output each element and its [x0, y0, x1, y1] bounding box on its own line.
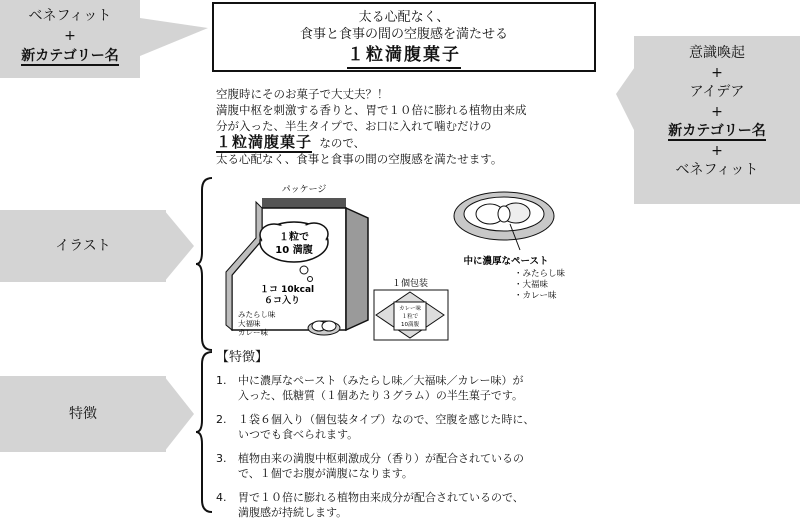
- single-pack-label: １個包装: [391, 279, 429, 289]
- title-box: [212, 2, 596, 72]
- single-pack-line1: カレー味: [398, 306, 422, 312]
- single-pack-line2: １粒で: [401, 314, 419, 320]
- callout-right-summary: [634, 36, 800, 204]
- intro-product: １粒満腹菓子: [216, 133, 313, 151]
- feature-num: 4.: [216, 491, 227, 504]
- intro-question: 空腹時にそのお菓子で大丈夫？！: [216, 87, 389, 101]
- feature-num: 2.: [216, 413, 227, 426]
- callout-features-text: 特徴: [69, 406, 97, 422]
- features-section: [216, 350, 616, 520]
- callout-category: 新カテゴリー名: [668, 123, 766, 139]
- feature-line: １袋６個入り（個包装タイプ）なので、空腹を感じた時に、: [238, 413, 535, 426]
- callout-plus: +: [64, 28, 76, 44]
- feature-line: で、１個でお腹が満腹になります。: [238, 467, 413, 480]
- intro-text: [216, 86, 616, 167]
- paste-flavor-1: ・みたらし味: [514, 269, 566, 279]
- feature-num: 3.: [216, 452, 227, 465]
- feature-line: 中に濃厚なペースト（みたらし味／大福味／カレー味）が: [238, 374, 524, 387]
- feature-item: [216, 373, 616, 403]
- callout-pointer-features: [164, 376, 196, 452]
- callout-features: [0, 376, 166, 452]
- feature-line: いつでも食べられます。: [238, 428, 359, 441]
- intro-after-product: なので、: [319, 136, 366, 150]
- title-line2: 食事と食事の間の空腹感を満たせる: [299, 27, 508, 42]
- features-title: 【特徴】: [216, 350, 269, 365]
- callout-awareness: 意識喚起: [689, 45, 745, 61]
- callout-plus: +: [711, 64, 723, 81]
- callout-idea: アイデア: [689, 84, 745, 100]
- callout-benefit-text: ベネフィット: [28, 8, 112, 24]
- callout-category-text: 新カテゴリー名: [21, 48, 119, 64]
- paste-flavor-3: ・カレー味: [514, 291, 557, 301]
- package-candy-icon: [308, 321, 340, 335]
- callout-illustration: [0, 210, 166, 282]
- callout-benefit-category: [0, 0, 140, 78]
- feature-line: 満腹感が持続します。: [238, 506, 348, 519]
- callout-plus: +: [711, 103, 723, 120]
- intro-body2: 分が入った、半生タイプで、お口に入れて噛むだけの: [216, 119, 492, 133]
- package-label: パッケージ: [281, 185, 327, 195]
- callout-benefit: ベネフィット: [675, 162, 759, 178]
- callout-illustration-text: イラスト: [55, 238, 111, 254]
- product-illustration: [216, 180, 606, 348]
- intro-body3: 太る心配なく、食事と食事の間の空腹感を満たせます。: [216, 152, 503, 166]
- cloud-line2: 10 満腹: [275, 245, 313, 256]
- brace-features: [194, 350, 216, 514]
- callout-pointer-illust: [164, 210, 196, 282]
- package-flavor-2: 大福味: [238, 319, 261, 328]
- feature-item: [216, 451, 616, 481]
- package-count: ６コ入り: [264, 296, 301, 306]
- package-flavor-3: カレー味: [238, 328, 268, 337]
- package-kcal: １コ 10kcal: [260, 285, 315, 295]
- paste-title: 中に濃厚なペースト: [463, 256, 549, 267]
- callout-pointer-top: [138, 8, 210, 68]
- plate-icon: [454, 192, 554, 250]
- intro-body1: 満腹中枢を刺激する香りと、胃で１０倍に膨れる植物由来成: [216, 103, 527, 117]
- title-line1: 太る心配なく、: [358, 10, 450, 25]
- brace-illustration: [194, 176, 216, 352]
- callout-plus: +: [711, 142, 723, 159]
- feature-line: 植物由来の満腹中枢刺激成分（香り）が配合されているの: [238, 452, 524, 465]
- feature-line: 入った、低糖質（１個あたり３グラム）の半生菓子です。: [238, 389, 524, 402]
- cloud-line1: １粒で: [279, 232, 309, 243]
- feature-item: [216, 412, 616, 442]
- single-pack-line3: 10満腹: [401, 322, 419, 328]
- package-flavor-1: みたらし味: [238, 310, 276, 319]
- paste-flavor-2: ・大福味: [514, 280, 549, 290]
- feature-num: 1.: [216, 374, 227, 387]
- feature-line: 胃で１０倍に膨れる植物由来成分が配合されているので、: [238, 491, 524, 504]
- product-name: １粒満腹菓子: [347, 43, 461, 69]
